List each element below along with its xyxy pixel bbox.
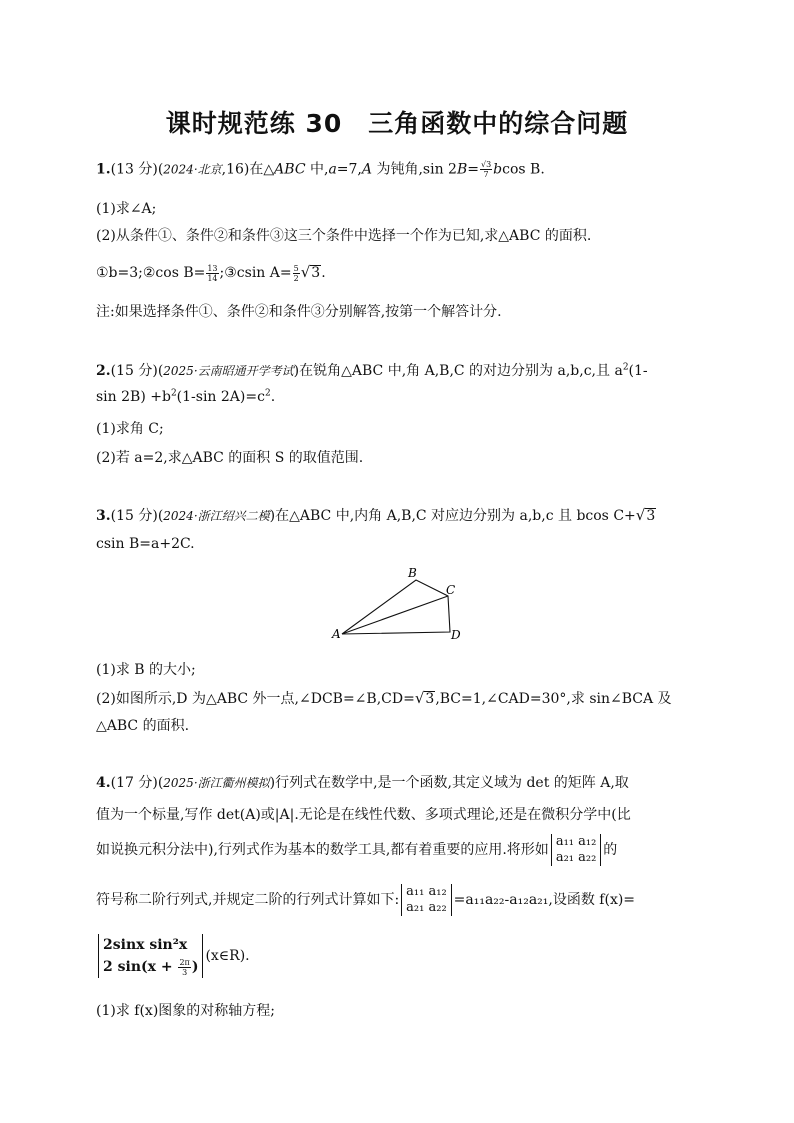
vertex-label-d: D [451, 628, 461, 642]
page-title: 课时规范练 30 三角函数中的综合问题 [165, 109, 629, 138]
fraction: $\frac{13}{14}$ [207, 263, 218, 283]
problem4-line2: 值为一个标量,写作 det(A)或|A|.无论是在线性代数、多项式理论,还是在微积分学中(比 [96, 807, 631, 823]
triangle-figure [330, 566, 470, 644]
problem-source: 2024·北京 [163, 162, 222, 177]
problem2-stem-cont: $\sin 2B) +b^2(1-\sin$ $2A)=c^2$. [96, 388, 276, 405]
determinant-template: a₁₁ a₁₂ a₂₁ a₂₂ [551, 834, 601, 866]
problem2-part2: (2)若 a=2,求△ABC 的面积 S 的取值范围. [96, 450, 364, 466]
problem-source: 2025·云南昭通开学考试 [163, 364, 294, 378]
problem1-conditions: ①b=3;②cos B= $\frac{13}{14}$ ;③csin A= $\frac{5}{2}$ √3. [96, 263, 326, 283]
function-determinant: 2sinx sin²x 2 sin(x + $\frac{2\pi}{3}$ ) [98, 934, 203, 978]
problem3-stem-cont: csin B=a+2C. [96, 536, 195, 552]
problem3-part2-cont: △ABC 的面积. [96, 718, 190, 734]
problem3-stem: 3.(15 分)(2024·浙江绍兴二模)在△ABC 中,内角 A,B,C 对应边分别为 a,b,c 且 bcos C+√3 [96, 506, 656, 524]
problem-number: 3. [96, 508, 111, 524]
problem1-stem: 1.(13 分)(2024·北京,16)在△ABC 中,a=7,A 为钝角,sin 2B= $\frac{√3}{7}$ bcos B. [96, 160, 545, 179]
problem1-note: 注:如果选择条件①、条件②和条件③分别解答,按第一个解答计分. [96, 304, 502, 320]
vertex-label-c: C [446, 583, 456, 597]
vertex-label-b: B [408, 566, 417, 580]
problem2-stem: 2.(15 分)(2025·云南昭通开学考试)在锐角△ABC 中,角 A,B,C 的对边分别为 a,b,c,且 $a^2(1-$ [96, 362, 648, 379]
problem-number: 1. [96, 161, 111, 178]
sqrt: 3 [425, 691, 435, 707]
problem3-part1: (1)求 B 的大小; [96, 662, 196, 678]
problem-number: 2. [96, 363, 111, 379]
problem1-part1: (1)求∠A; [96, 201, 157, 217]
problem4-stem: 4.(17 分)(2025·浙江衢州模拟)行列式在数学中,是一个函数,其定义域为 det 的矩阵 A,取 [96, 775, 629, 791]
problem-source: 2025·浙江衢州模拟 [163, 776, 270, 790]
problem3-part2: (2)如图所示,D 为△ABC 外一点,∠DCB=∠B,CD=√3,BC=1,∠CAD=30°,求 sin∠BCA 及 [96, 689, 672, 707]
problem4-function: 2sinx sin²x 2 sin(x + $\frac{2\pi}{3}$ ) (x∈R). [96, 934, 250, 978]
fraction: $\frac{5}{2}$ [293, 263, 299, 283]
fraction: $\frac{√3}{7}$ [480, 160, 492, 179]
problem2-part1: (1)求角 C; [96, 421, 164, 437]
problem4-part1: (1)求 f(x)图象的对称轴方程; [96, 1003, 275, 1019]
sqrt: 3 [311, 265, 321, 281]
problem4-line3: 如说换元积分法中),行列式作为基本的数学工具,都有着重要的应用.将形如 a₁₁ a₁₂ a₂₁ a₂₂ 的 [96, 834, 618, 865]
problem-source: 2024·浙江绍兴二模 [163, 509, 270, 523]
problem1-part2: (2)从条件①、条件②和条件③这三个条件中选择一个作为已知,求△ABC 的面积. [96, 228, 592, 244]
problem-number: 4. [96, 775, 111, 791]
determinant-example: a₁₁ a₁₂ a₂₁ a₂₂ [401, 884, 451, 916]
sqrt: 3 [646, 508, 656, 524]
problem4-line4: 符号称二阶行列式,并规定二阶的行列式计算如下: a₁₁ a₁₂ a₂₁ a₂₂ =a₁₁a₂₂-a₁₂a₂₁,设函数 f(x)= [96, 884, 636, 915]
vertex-label-a: A [332, 627, 341, 641]
